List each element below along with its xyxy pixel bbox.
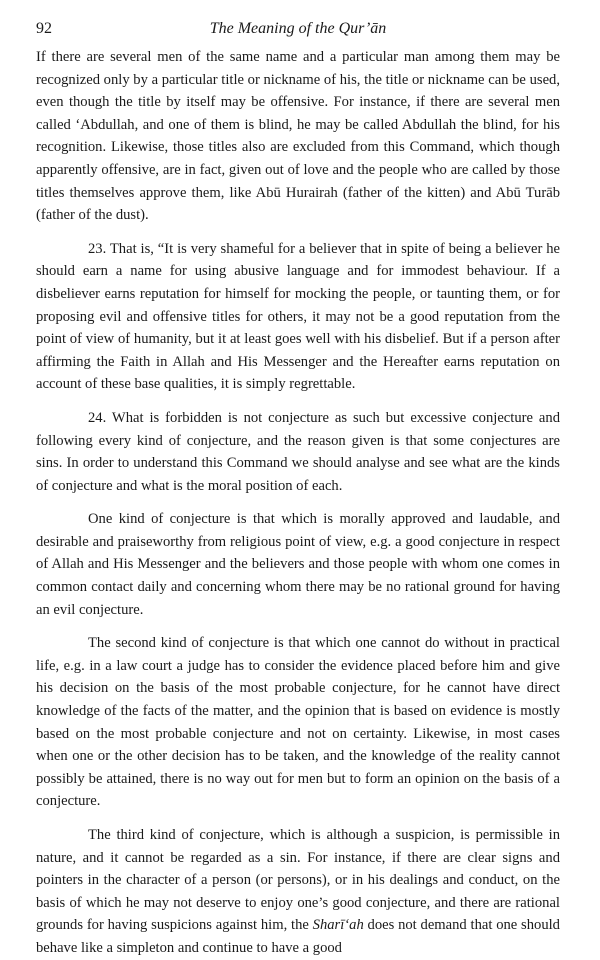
paragraph-note-24: 24. What is forbidden is not conjecture as such but excessive conjecture and following every kind of conjecture, and the reason given is that some conjectures are sins. In order to understand this Command we should analyse and see what are the kinds of conjecture and what is the moral position of each. (36, 409, 560, 494)
page-number: 92 (36, 20, 52, 37)
book-page (36, 18, 560, 960)
shariah-term: Sharī‘ah (312, 917, 364, 934)
third-kind-text-end: does not demand that one should behave like a simpleton and continue to have a good (36, 917, 560, 956)
page-header (36, 18, 560, 46)
paragraph-nickname-exception: If there are several men of the same name and a particular man among them may be recognized only by a particular title or nickname of his, the title or nickname can be used, even though the title by itself may be offensive. For instance, if there are several men called ‘Abdullah, and one of them is blind, he may be called Abdullah the blind, for his recognition. Likewise, those titles also are excluded from this Command, which though apparently offensive, are in fact, given out of love and the people who are called by those titles themselves approve them, like Abū Hurairah (father of the kitten) and Abū Turāb (father of the dust). (36, 49, 560, 224)
running-title: The Meaning of the Qur’ān (209, 20, 387, 37)
paragraph-third-kind (36, 824, 560, 960)
paragraph-first-kind: One kind of conjecture is that which is morally approved and laudable, and desirable and praiseworthy from religious point of view, e.g. a good conjecture in respect of Allah and His Messenger and the believers and those people with whom one comes in common contact daily and concerning whom there may be no rational ground for having an evil conjecture. (36, 511, 560, 618)
paragraph-second-kind: The second kind of conjecture is that which one cannot do without in practical life, e.g. in a law court a judge has to consider the evidence placed before him and give his decision on the basis of the most probable conjecture, for he cannot have direct knowledge of the facts of the matter, and the opinion that is based on evidence is mostly based on the most probable conjecture and not on certainty. Likewise, in most cases when one or the other decision has to be taken, and the knowledge of the reality cannot possibly be attained, there is no way out for men but to form an opinion on the basis of a conjecture. (36, 635, 560, 810)
paragraph-note-23: 23. That is, “It is very shameful for a believer that in spite of being a believer he should earn a name for using abusive language and for immodest behaviour. If a disbeliever earns reputation for himself for mocking the people, or taunting them, or for proposing evil and offensive titles for others, it may not be a good reputation from the point of view of humanity, but it at least goes well with his disbelief. But if a person after affirming the Faith in Allah and His Messenger and the Hereafter earns reputation on account of these base qualities, it is simply regrettable. (36, 240, 560, 393)
third-kind-text-start: The third kind of conjecture, which is although a suspicion, is permissible in nature, and it cannot be regarded as a sin. For instance, if there are clear signs and pointers in the character of a person (or persons), or in his dealings and conduct, on the basis of which he may not deserve to enjoy one’s good conjecture, and there are rational grounds for having suspicions against him, the (36, 827, 560, 934)
